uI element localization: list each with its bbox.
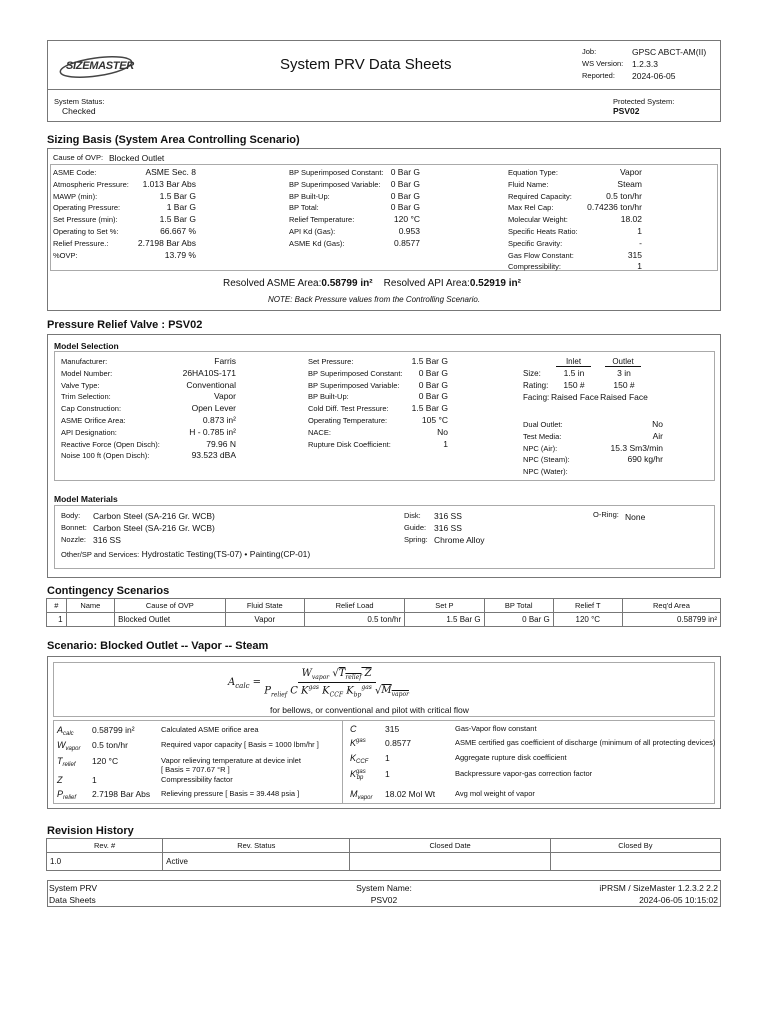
field-value: 1.5 Bar G bbox=[159, 214, 196, 225]
variable-value: 315 bbox=[385, 724, 400, 734]
asme-area-value: 0.58799 in² bbox=[321, 278, 373, 289]
field-value: 120 °C bbox=[393, 214, 420, 225]
field-label: Molecular Weight: bbox=[508, 215, 568, 225]
inlet-outlet-headers: Inlet Outlet bbox=[556, 357, 641, 367]
field-value: Open Lever bbox=[191, 403, 236, 414]
field-row bbox=[308, 356, 448, 368]
cause-label: Cause of OVP: bbox=[53, 153, 104, 162]
field-value: 0 Bar G bbox=[418, 367, 448, 378]
field-label: API Kd (Gas): bbox=[289, 226, 336, 236]
field-label: BP Total: bbox=[289, 203, 319, 213]
field-value: 1 bbox=[637, 261, 642, 272]
model-selection-heading: Model Selection bbox=[54, 341, 119, 351]
variable-description: Backpressure vapor-gas correction factor bbox=[455, 769, 593, 778]
table-row: 1 Blocked Outlet Vapor 0.5 ton/hr 1.5 Bar G 0 Bar G 120 °C 0.58799 in² bbox=[47, 613, 721, 627]
field-value: Farris bbox=[214, 356, 236, 366]
field-label: NPC (Water): bbox=[523, 467, 568, 477]
revision-header-row: Rev. # Rev. Status Closed Date Closed By bbox=[47, 839, 721, 853]
variable-description: Calculated ASME orifice area bbox=[161, 725, 259, 734]
logo-text: SIZEMASTER bbox=[66, 60, 134, 72]
field-label: Cap Construction: bbox=[61, 404, 122, 414]
field-label: Gas Flow Constant: bbox=[508, 250, 574, 260]
field-value: 1 Bar G bbox=[166, 202, 196, 213]
variable-description: Gas-Vapor flow constant bbox=[455, 724, 537, 733]
field-row bbox=[61, 439, 236, 451]
field-label: Operating to Set %: bbox=[53, 226, 119, 236]
field-value: 690 kg/hr bbox=[627, 454, 663, 465]
cause-value: Blocked Outlet bbox=[109, 153, 165, 163]
field-row bbox=[289, 179, 420, 191]
footer-middle: System Name: PSV02 bbox=[356, 883, 412, 905]
field-row bbox=[289, 214, 420, 226]
field-row bbox=[523, 466, 663, 478]
variable-value: 0.5 ton/hr bbox=[92, 740, 128, 750]
sizing-col-2 bbox=[289, 167, 420, 250]
field-value: No bbox=[652, 419, 663, 429]
prv-col-2 bbox=[308, 356, 448, 450]
field-label: Set Pressure: bbox=[308, 357, 354, 366]
header-meta-values bbox=[632, 46, 706, 81]
field-value: 0.74236 ton/hr bbox=[587, 202, 642, 213]
variable-symbol: $T_{relief}$ bbox=[57, 756, 76, 768]
back-pressure-note: NOTE: Back Pressure values from the Controlling Scenario. bbox=[268, 295, 481, 304]
connection-outlet-values: 3 in 150 # Raised Face bbox=[600, 368, 648, 402]
reported-value: 2024-06-05 bbox=[632, 70, 676, 81]
field-row bbox=[289, 202, 420, 214]
field-value: 1 bbox=[637, 225, 642, 236]
field-label: BP Superimposed Constant: bbox=[289, 168, 384, 177]
field-value: 15.3 Sm3/min bbox=[610, 442, 663, 453]
field-value: 0 Bar G bbox=[390, 202, 420, 213]
oring-label: O-Ring: bbox=[593, 510, 619, 519]
resolved-areas: Resolved ASME Area:0.58799 in² Resolved API Area:0.52919 in² bbox=[223, 278, 521, 289]
api-area-value: 0.52919 in² bbox=[469, 278, 521, 289]
materials-values-1 bbox=[93, 511, 215, 546]
field-label: Relief Pressure.: bbox=[53, 238, 109, 248]
field-label: BP Superimposed Constant: bbox=[308, 368, 403, 378]
field-value: Air bbox=[652, 430, 663, 441]
field-label: Test Media: bbox=[523, 431, 562, 441]
field-label: Rupture Disk Coefficient: bbox=[308, 439, 391, 449]
field-row bbox=[61, 368, 236, 380]
field-row bbox=[508, 238, 642, 250]
field-value: Vapor bbox=[213, 391, 236, 402]
field-row bbox=[508, 179, 642, 191]
field-value: 315 bbox=[627, 249, 642, 260]
field-label: Equation Type: bbox=[508, 168, 558, 177]
field-value: 0.953 bbox=[398, 225, 420, 236]
field-label: Reactive Force (Open Disch): bbox=[61, 439, 160, 449]
field-row bbox=[53, 214, 196, 226]
scenario-heading: Scenario: Blocked Outlet -- Vapor -- Steam bbox=[47, 640, 269, 652]
field-label: Dual Outlet: bbox=[523, 420, 563, 429]
field-label: Noise 100 ft (Open Disch): bbox=[61, 451, 150, 461]
variable-value: 1 bbox=[92, 775, 97, 785]
area-formula: $A_{calc}$ = $W_{vapor}$ $√T_{relief}$ Z $P_{relief}$ C $K^{gas}$ $K_{CCF}$ $K_{bp}^{gas}$ $√M_{vapor}$ bbox=[228, 668, 409, 699]
contingency-header-row: # Name Cause of OVP Fluid State Relief Load Set P BP Total Relief T Req'd Area bbox=[47, 599, 721, 613]
field-value: 26HA10S-171 bbox=[182, 367, 236, 378]
field-value: 1.5 Bar G bbox=[411, 356, 448, 366]
field-label: %OVP: bbox=[53, 250, 78, 260]
field-row bbox=[308, 439, 448, 451]
field-value: 13.79 % bbox=[164, 249, 196, 260]
materials-labels-2: Disk: Guide: Spring: bbox=[404, 511, 428, 544]
field-value: Vapor bbox=[619, 167, 642, 177]
field-label: ASME Code: bbox=[53, 168, 97, 177]
contingency-table bbox=[46, 598, 721, 627]
field-row bbox=[508, 214, 642, 226]
field-row bbox=[53, 238, 196, 250]
variable-value: 1 bbox=[385, 753, 390, 763]
sizemaster-logo bbox=[56, 55, 146, 79]
field-value: H - 0.785 in² bbox=[189, 426, 236, 437]
prv-col-1 bbox=[61, 356, 236, 462]
sizing-heading: Sizing Basis (System Area Controlling Scenario) bbox=[47, 134, 300, 146]
field-label: Required Capacity: bbox=[508, 191, 572, 201]
field-label: ASME Orifice Area: bbox=[61, 415, 126, 425]
footer-left: System PRV Data Sheets bbox=[49, 883, 98, 905]
field-row bbox=[308, 403, 448, 415]
field-value: 1.013 Bar Abs bbox=[142, 178, 196, 189]
variable-symbol: $K^{gas}$ bbox=[350, 738, 366, 748]
nozzle-value: 316 SS bbox=[93, 534, 121, 545]
ws-value: 1.2.3.3 bbox=[632, 58, 658, 69]
field-value: 66.667 % bbox=[160, 225, 196, 236]
prv-heading: Pressure Relief Valve : PSV02 bbox=[47, 319, 203, 331]
other-services: Other/SP and Services: Hydrostatic Testing(TS-07) • Painting(CP-01) bbox=[61, 549, 311, 559]
field-row bbox=[53, 179, 196, 191]
contingency-heading: Contingency Scenarios bbox=[47, 585, 170, 597]
revision-heading: Revision History bbox=[47, 825, 134, 837]
connection-inlet-values: 1.5 in 150 # Raised Face bbox=[551, 368, 599, 402]
temperature-basis: [ Basis = 707.67 °R ] bbox=[161, 765, 230, 774]
variable-symbol: $K_{CCF}$ bbox=[350, 753, 369, 765]
field-label: Set Pressure (min): bbox=[53, 215, 118, 225]
variable-symbol: $K^{gas}_{bp}$ bbox=[350, 769, 366, 781]
variable-description: Compressibility factor bbox=[161, 775, 233, 784]
field-label: Valve Type: bbox=[61, 380, 100, 390]
field-value: 1.5 Bar G bbox=[411, 403, 448, 414]
variable-value: 120 °C bbox=[92, 756, 119, 766]
field-label: BP Superimposed Variable: bbox=[289, 179, 381, 189]
variable-description: Required vapor capacity [ Basis = 1000 lbm/hr ] bbox=[161, 740, 319, 749]
spring-value: Chrome Alloy bbox=[434, 534, 485, 545]
table-row: 1.0 Active bbox=[47, 853, 721, 871]
field-row bbox=[508, 167, 642, 179]
field-row bbox=[61, 380, 236, 392]
field-row bbox=[289, 226, 420, 238]
field-label: MAWP (min): bbox=[53, 191, 98, 201]
field-row bbox=[308, 380, 448, 392]
connection-labels: Size: Rating: Facing: bbox=[523, 369, 550, 402]
field-row bbox=[289, 167, 420, 179]
field-value: 2.7198 Bar Abs bbox=[137, 237, 196, 248]
field-label: NACE: bbox=[308, 427, 331, 437]
field-value: 79.96 N bbox=[206, 438, 236, 449]
field-value: ASME Sec. 8 bbox=[145, 167, 196, 177]
field-label: NPC (Air): bbox=[523, 443, 558, 453]
field-row bbox=[53, 250, 196, 262]
field-value: 0 Bar G bbox=[418, 379, 448, 390]
field-value: Conventional bbox=[186, 379, 236, 390]
field-label: Trim Selection: bbox=[61, 392, 111, 402]
oring-value: None bbox=[625, 512, 646, 522]
sizing-col-3 bbox=[508, 167, 642, 273]
field-label: Manufacturer: bbox=[61, 357, 108, 366]
field-value: 1.5 Bar G bbox=[159, 190, 196, 201]
field-row bbox=[523, 454, 663, 466]
field-label: Cold Diff. Test Pressure: bbox=[308, 404, 389, 414]
variable-symbol: $W_{vapor}$ bbox=[57, 740, 81, 752]
job-value: GPSC ABCT-AM(II) bbox=[632, 47, 707, 57]
revision-table bbox=[46, 838, 721, 871]
field-row bbox=[523, 431, 663, 443]
field-row bbox=[523, 443, 663, 455]
field-value: 0.873 in² bbox=[202, 414, 236, 425]
field-label: BP Superimposed Variable: bbox=[308, 380, 400, 390]
field-label: NPC (Steam): bbox=[523, 455, 570, 465]
variable-value: 0.58799 in² bbox=[92, 725, 135, 735]
field-value: 105 °C bbox=[421, 414, 448, 425]
field-value: 1 bbox=[443, 438, 448, 449]
variable-description: Avg mol weight of vapor bbox=[455, 789, 535, 798]
field-label: Model Number: bbox=[61, 368, 113, 378]
field-value: 0.5 ton/hr bbox=[606, 190, 642, 201]
variable-description: Relieving pressure [ Basis = 39.448 psia ] bbox=[161, 789, 300, 798]
field-row bbox=[508, 226, 642, 238]
field-value: 93.523 dBA bbox=[191, 450, 236, 461]
variable-symbol: C bbox=[350, 724, 357, 734]
variable-description: Vapor relieving temperature at device inlet bbox=[161, 756, 301, 765]
field-row bbox=[61, 403, 236, 415]
field-value: 0 Bar G bbox=[390, 178, 420, 189]
variable-value: 1 bbox=[385, 769, 390, 779]
variable-symbol: $M_{vapor}$ bbox=[350, 789, 373, 801]
field-label: Fluid Name: bbox=[508, 179, 549, 189]
field-row bbox=[53, 226, 196, 238]
variable-value: 0.8577 bbox=[385, 738, 411, 748]
variable-value: 2.7198 Bar Abs bbox=[92, 789, 151, 799]
materials-labels-1: Body: Bonnet: Nozzle: bbox=[61, 511, 87, 544]
field-value: - bbox=[639, 237, 642, 248]
field-value: 0.8577 bbox=[394, 237, 420, 248]
system-status-label: System Status: bbox=[54, 97, 105, 106]
variable-symbol: $A_{calc}$ bbox=[57, 725, 74, 737]
field-label: Atmospheric Pressure: bbox=[53, 179, 129, 189]
field-row bbox=[508, 261, 642, 273]
field-row bbox=[289, 238, 420, 250]
field-row bbox=[61, 415, 236, 427]
variable-value: 18.02 Mol Wt bbox=[385, 789, 436, 799]
field-label: Max Rel Cap: bbox=[508, 203, 554, 213]
formula-note: for bellows, or conventional and pilot with critical flow bbox=[270, 705, 469, 715]
field-row bbox=[508, 250, 642, 262]
field-row bbox=[308, 415, 448, 427]
field-label: Operating Temperature: bbox=[308, 415, 388, 425]
body-value: Carbon Steel (SA-216 Gr. WCB) bbox=[93, 511, 215, 521]
field-row bbox=[61, 391, 236, 403]
field-value: Steam bbox=[617, 178, 642, 189]
model-materials-heading: Model Materials bbox=[54, 494, 118, 504]
field-label: Operating Pressure: bbox=[53, 203, 121, 213]
variable-symbol: $P_{relief}$ bbox=[57, 789, 77, 801]
system-status-value: Checked bbox=[62, 106, 96, 116]
field-row bbox=[508, 191, 642, 203]
field-label: API Designation: bbox=[61, 427, 117, 437]
field-label: BP Built-Up: bbox=[308, 392, 349, 402]
field-row bbox=[289, 191, 420, 203]
field-value: No bbox=[437, 426, 448, 437]
field-row bbox=[308, 427, 448, 439]
materials-values-2 bbox=[434, 511, 485, 546]
protected-system-label: Protected System: bbox=[613, 97, 675, 106]
sizing-col-1 bbox=[53, 167, 196, 261]
disk-value: 316 SS bbox=[434, 511, 462, 521]
field-row bbox=[308, 391, 448, 403]
variable-description: Aggregate rupture disk coefficient bbox=[455, 753, 567, 762]
protected-system-value: PSV02 bbox=[613, 106, 640, 116]
field-row bbox=[53, 202, 196, 214]
field-row bbox=[53, 191, 196, 203]
field-label: Relief Temperature: bbox=[289, 215, 355, 225]
variable-description: ASME certified gas coefficient of discharge (minimum of all protecting devices) bbox=[455, 738, 716, 747]
field-row bbox=[53, 167, 196, 179]
field-value: 18.02 bbox=[620, 214, 642, 225]
variable-symbol: Z bbox=[57, 775, 63, 785]
field-row bbox=[61, 427, 236, 439]
field-label: Specific Gravity: bbox=[508, 238, 563, 248]
header-meta-labels: Job: WS Version: Reported: bbox=[582, 47, 624, 80]
field-row bbox=[508, 202, 642, 214]
field-row bbox=[308, 368, 448, 380]
bonnet-value: Carbon Steel (SA-216 Gr. WCB) bbox=[93, 522, 215, 533]
field-value: 0 Bar G bbox=[390, 167, 420, 177]
field-label: Compressibility: bbox=[508, 262, 561, 272]
footer-right: iPRSM / SizeMaster 1.2.3.2 2.2 2024-06-05 10:15:02 bbox=[599, 883, 718, 905]
field-value: 0 Bar G bbox=[418, 391, 448, 402]
field-value: 0 Bar G bbox=[390, 190, 420, 201]
field-label: ASME Kd (Gas): bbox=[289, 238, 345, 248]
guide-value: 316 SS bbox=[434, 522, 462, 533]
field-label: BP Built-Up: bbox=[289, 191, 330, 201]
prv-col-3 bbox=[523, 419, 663, 478]
variables-divider bbox=[342, 720, 343, 804]
field-label: Specific Heats Ratio: bbox=[508, 226, 578, 236]
field-row bbox=[523, 419, 663, 431]
variables-box bbox=[53, 720, 715, 804]
page-title: System PRV Data Sheets bbox=[280, 56, 452, 73]
field-row bbox=[61, 450, 236, 462]
field-row bbox=[61, 356, 236, 368]
